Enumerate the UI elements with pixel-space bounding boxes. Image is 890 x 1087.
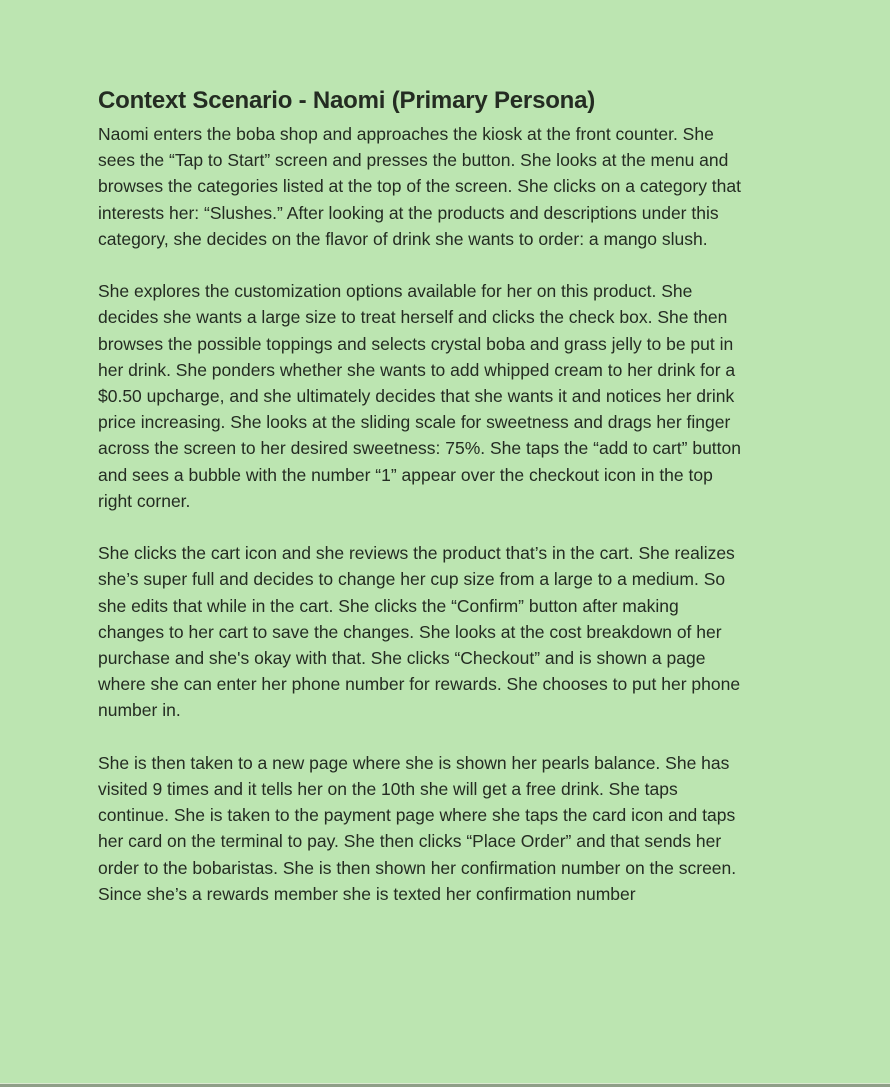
window-bottom-edge [0,1083,890,1087]
scenario-paragraph-rewards-payment: She is then taken to a new page where she is shown her pearls balance. She has visited 9 times and it tells her on the 10th she will get a free drink. She taps continue. She is taken to the payment page where she taps the card icon and taps her card on the terminal to pay. She then clicks “Place Order” and that sends her order to the bobaristas. She is then shown her confirmation number on the screen. Since she’s a rewards member she is texted her confirmation number [98,752,737,904]
scenario-paragraph-kiosk-start: Naomi enters the boba shop and approaches the kiosk at the front counter. She sees the “Tap to Start” screen and presses the button. She looks at the menu and browses the categories listed at the top of the screen. She clicks on a category that interests her: “Slushes.” After looking at the products and descriptions under this category, she decides on the flavor of drink she wants to order: a mango slush. [98,124,741,249]
scenario-document [98,86,748,907]
scenario-paragraph-customization: She explores the customization options available for her on this product. She decides she wants a large size to treat herself and clicks the check box. She then browses the possible toppings and selects crystal boba and grass jelly to be put in her drink. She ponders whether she wants to add whipped cream to her drink for a $0.50 upcharge, and she ultimately decides that she wants it and notices her drink price increasing. She looks at the sliding scale for sweetness and drags her finger across the screen to her desired sweetness: 75%. She taps the “add to cart” button and sees a bubble with the number “1” appear over the checkout icon in the top right corner. [98,281,741,511]
scenario-paragraph-cart-review: She clicks the cart icon and she reviews the product that’s in the cart. She realizes she’s super full and decides to change her cup size from a large to a medium. So she edits that while in the cart. She clicks the “Confirm” button after making changes to her cart to save the changes. She looks at the cost breakdown of her purchase and she's okay with that. She clicks “Checkout” and is shown a page where she can enter her phone number for rewards. She chooses to put her phone number in. [98,543,741,721]
page-title: Context Scenario - Naomi (Primary Persona) [98,87,596,114]
